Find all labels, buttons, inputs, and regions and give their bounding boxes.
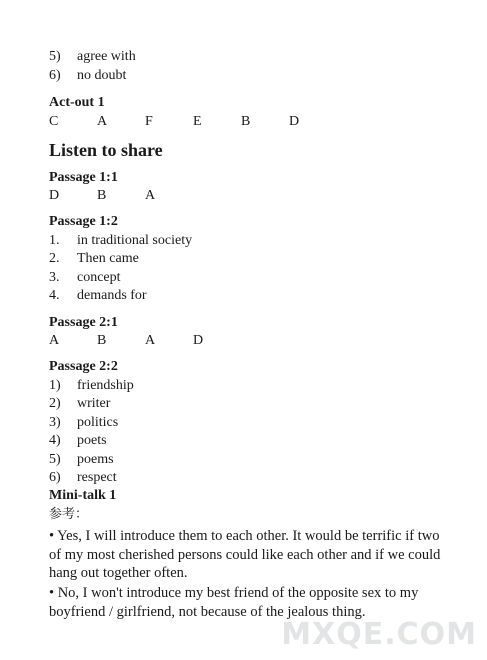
minitalk-heading: Mini-talk 1 [49,488,117,503]
list-item: 6) respect [49,470,117,485]
passage-heading: Passage 2:1 [49,315,118,330]
passage-answers: A B A D [49,333,204,348]
answer-paragraph-no: • No, I won't introduce my best friend of the opposite sex to my boyfriend / girlfriend, not because of the jealous thing. [49,585,419,620]
list-item: 5) agree with [49,49,136,64]
list-item: 1. in traditional society [49,233,193,248]
actout1-answers: C A F E B D [49,114,300,129]
list-item: 4. demands for [49,288,147,303]
passage-heading: Passage 1:1 [49,170,118,185]
list-item: 4) poets [49,433,107,448]
passage-heading: Passage 1:2 [49,214,118,229]
list-item: 2) writer [49,396,111,411]
list-item: 6) no doubt [49,68,127,83]
answer-paragraph-yes: • Yes, I will introduce them to each other. It would be terrific if two of my most cherished persons could like each other and if we could hang out together often. [49,528,441,581]
watermark-text: MXQE.COM [281,617,477,652]
actout1-heading: Act-out 1 [49,95,105,110]
list-item: 3. concept [49,270,121,285]
list-item: 2. Then came [49,251,139,266]
section-title: Listen to share [49,140,163,160]
reference-label: 参考： [49,507,89,522]
list-item: 5) poems [49,452,114,467]
list-item: 1) friendship [49,378,134,393]
watermark-logo [281,592,477,652]
passage-answers: D B A [49,188,156,203]
list-item: 3) politics [49,415,119,430]
passage-heading: Passage 2:2 [49,359,118,374]
